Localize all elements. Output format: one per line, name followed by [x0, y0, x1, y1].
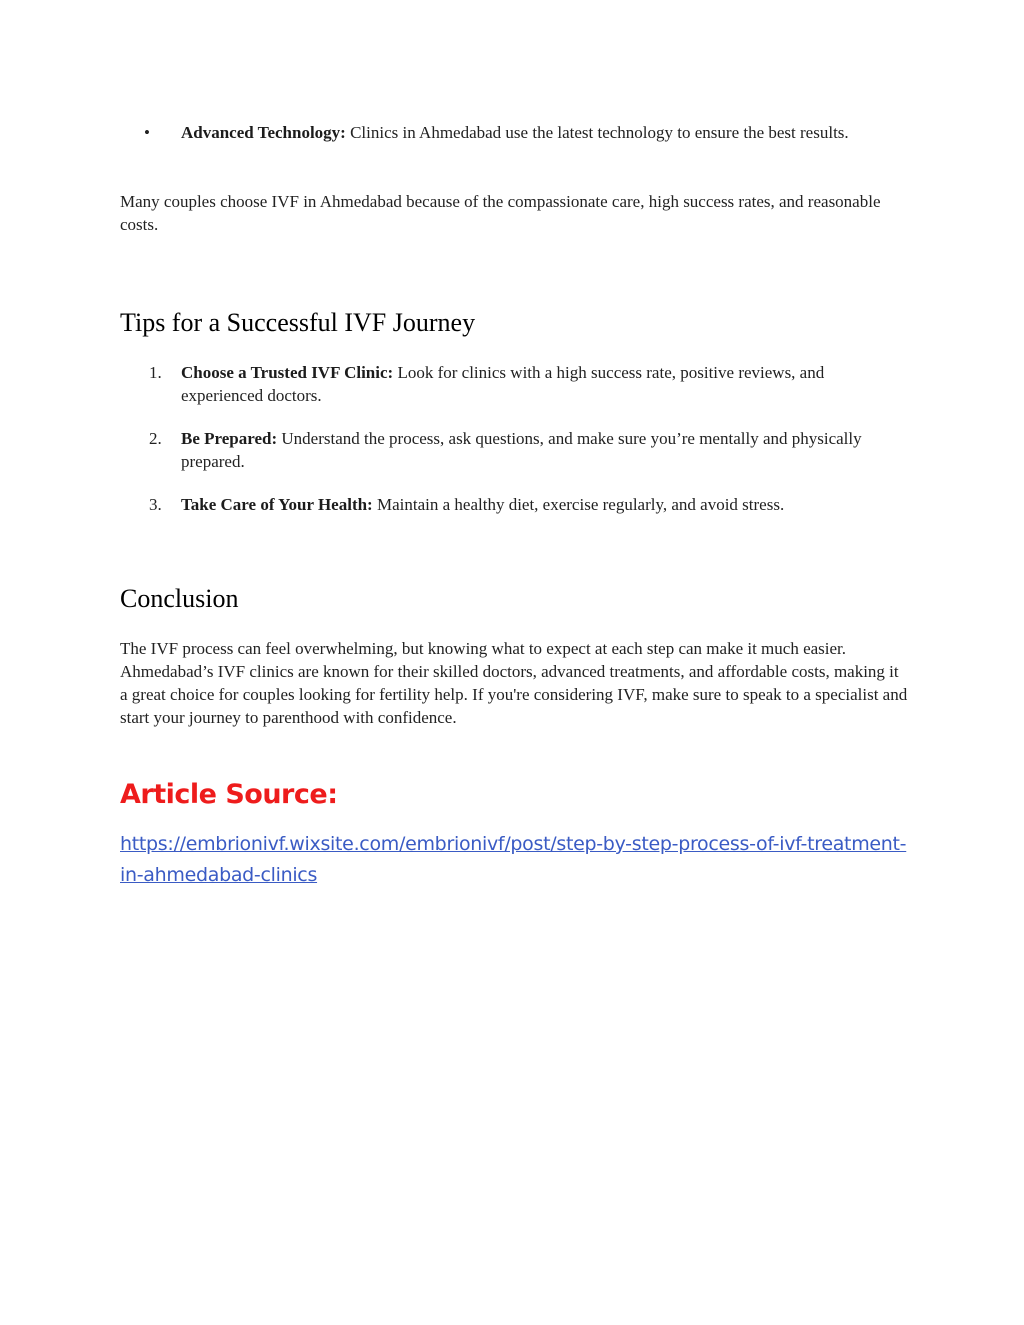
list-item-text — [181, 121, 910, 144]
tip-body: Look for clinics with a high success rate, positive reviews, and experienced doctors. — [181, 363, 825, 405]
tip-label: Choose a Trusted IVF Clinic: — [181, 363, 394, 382]
intro-paragraph: Many couples choose IVF in Ahmedabad because of the compassionate care, high success rates, and reasonable costs. — [120, 192, 881, 234]
tip-label: Be Prepared: — [181, 429, 278, 448]
article-source-heading: Article Source: — [120, 779, 338, 810]
tip-body: Understand the process, ask questions, and make sure you’re mentally and physically prepared. — [181, 429, 862, 471]
list-item-body: Clinics in Ahmedabad use the latest technology to ensure the best results. — [345, 123, 849, 142]
bullet-icon: • — [144, 123, 150, 142]
tip-text — [181, 361, 910, 407]
tip-label: Take Care of Your Health: — [181, 495, 373, 514]
list-item-label: Advanced Technology: — [181, 123, 346, 142]
tips-heading: Tips for a Successful IVF Journey — [120, 308, 476, 337]
tip-item-3 — [120, 493, 910, 516]
tip-number: 3. — [149, 495, 162, 514]
tip-text — [181, 427, 910, 473]
article-source-link[interactable]: https://embrionivf.wixsite.com/embrionivf/post/step-by-step-process-of-ivf-treatment-in-ahmedabad-clinics — [120, 833, 907, 886]
tip-item-1 — [120, 361, 910, 407]
conclusion-paragraph: The IVF process can feel overwhelming, but knowing what to expect at each step can make it much easier. Ahmedabad’s IVF clinics are known for their skilled doctors, advanced treatments, and affordable costs, making it a great choice for couples looking for fertility help. If you're considering IVF, make sure to speak to a specialist and start your journey to parenthood with confidence. — [120, 639, 908, 727]
tip-item-2 — [120, 427, 910, 473]
tip-number: 2. — [149, 429, 162, 448]
conclusion-heading: Conclusion — [120, 584, 239, 613]
tip-number: 1. — [149, 363, 162, 382]
tip-text — [181, 493, 910, 516]
list-item-advanced-technology — [120, 121, 910, 144]
tip-body: Maintain a healthy diet, exercise regularly, and avoid stress. — [372, 495, 785, 514]
